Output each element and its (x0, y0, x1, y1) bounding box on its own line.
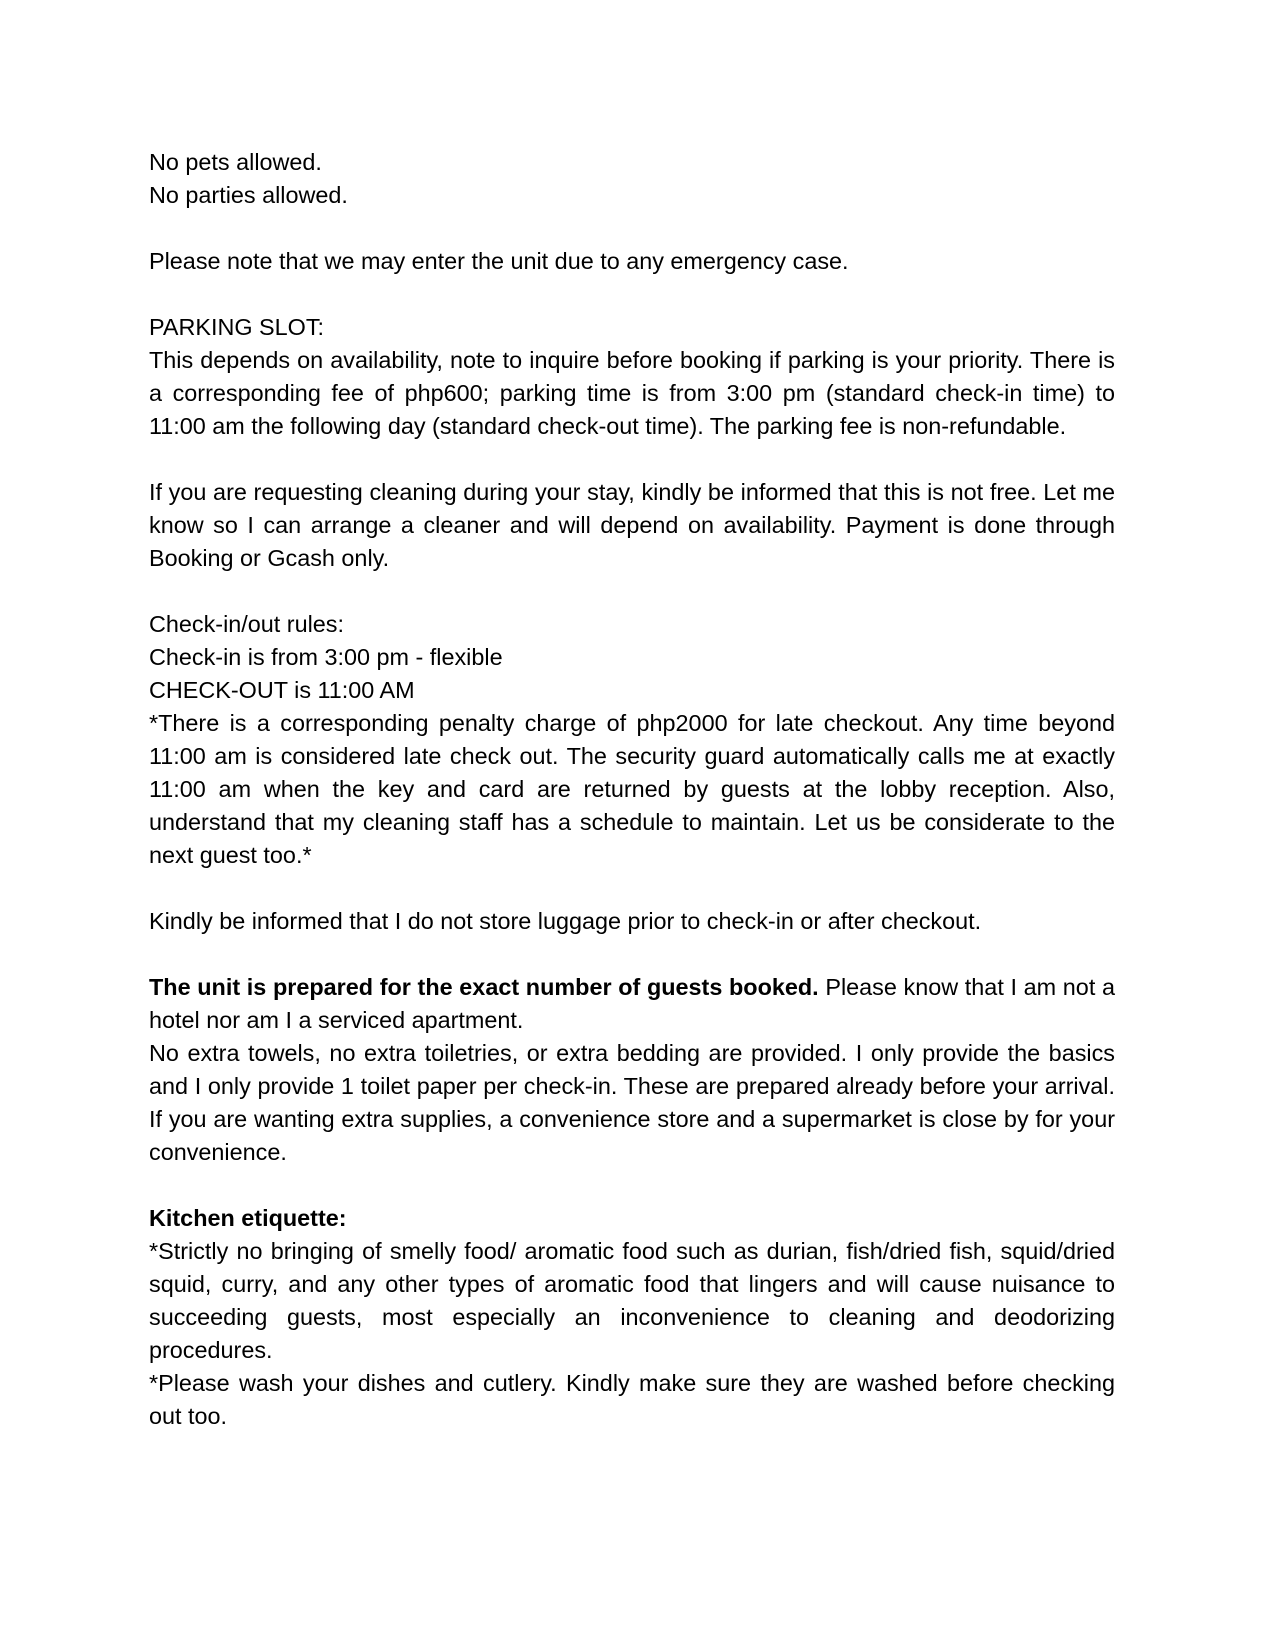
spacer (149, 872, 1115, 905)
unit-notice (149, 971, 1115, 1037)
no-parties-rule: No parties allowed. (149, 182, 348, 208)
parking-paragraph: This depends on availability, note to inquire before booking if parking is your priority. There is a corresponding fee of php600; parking time is from 3:00 pm (standard check-in time) to 11:00 am the following day (standard check-out time). The parking fee is non-refundable. (149, 347, 1115, 439)
parking-heading: PARKING SLOT: (149, 314, 325, 340)
kitchen-rule-wash-dishes: *Please wash your dishes and cutlery. Kindly make sure they are washed before checking out too. (149, 1370, 1115, 1429)
unit-notice-bold: The unit is prepared for the exact number of guests booked. (149, 974, 819, 1000)
supplies-paragraph: No extra towels, no extra toiletries, or extra bedding are provided. I only provide the basics and I only provide 1 toilet paper per check-in. These are prepared already before your arrival. If you are wanting extra supplies, a convenience store and a supermarket is close by for your convenience. (149, 1040, 1115, 1165)
spacer (149, 575, 1115, 608)
spacer (149, 278, 1115, 311)
kitchen-rule-smelly-food: *Strictly no bringing of smelly food/ aromatic food such as durian, fish/dried fish, squid/dried squid, curry, and any other types of aromatic food that lingers and will cause nuisance to succeeding guests, most especially an inconvenience to cleaning and deodorizing procedures. (149, 1238, 1115, 1363)
spacer (149, 938, 1115, 971)
spacer (149, 1169, 1115, 1202)
spacer (149, 443, 1115, 476)
unit-notice-rest: Please know that I am not a hotel nor am I a serviced apartment. (149, 974, 1115, 1033)
late-checkout-penalty: *There is a corresponding penalty charge of php2000 for late checkout. Any time beyond 11:00 am is considered late check out. The security guard automatically calls me at exactly 11:00 am when the key and card are returned by guests at the lobby reception. Also, understand that my cleaning staff has a schedule to maintain. Let us be considerate to the next guest too.* (149, 710, 1115, 868)
spacer (149, 212, 1115, 245)
checkin-time: Check-in is from 3:00 pm - flexible (149, 644, 503, 670)
checkinout-heading: Check-in/out rules: (149, 611, 345, 637)
kitchen-heading: Kitchen etiquette: (149, 1205, 347, 1231)
checkout-time: CHECK-OUT is 11:00 AM (149, 677, 415, 703)
no-pets-rule: No pets allowed. (149, 149, 322, 175)
emergency-notice: Please note that we may enter the unit due to any emergency case. (149, 248, 849, 274)
luggage-notice: Kindly be informed that I do not store luggage prior to check-in or after checkout. (149, 908, 982, 934)
cleaning-paragraph: If you are requesting cleaning during your stay, kindly be informed that this is not free. Let me know so I can arrange a cleaner and will depend on availability. Payment is done through Booking or Gcash only. (149, 479, 1115, 571)
document-body (149, 146, 1115, 1433)
